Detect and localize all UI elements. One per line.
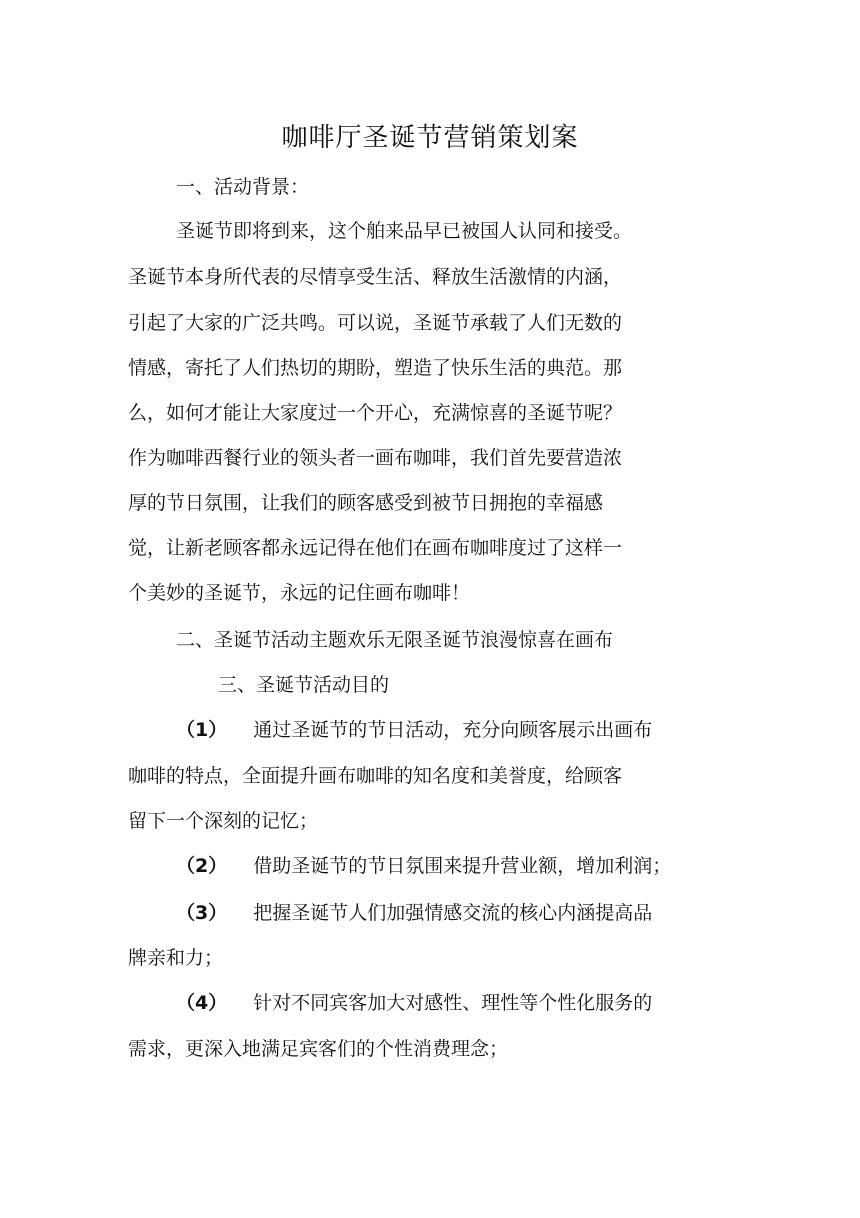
paragraph-line: 圣诞节本身所代表的尽情享受生活、释放生活激情的内涵， <box>128 266 623 288</box>
paragraph-line: 作为咖啡西餐行业的领头者一画布咖啡，我们首先要营造浓 <box>128 447 623 469</box>
document-title: 咖啡厅圣诞节营销策划案 <box>281 123 579 153</box>
goal-text: 通过圣诞节的节日活动，充分向顾客展示出画布 <box>253 719 653 741</box>
section-heading-background: 一、活动背景： <box>176 176 310 198</box>
goal-number: （4） <box>176 992 228 1014</box>
goal-number: （2） <box>176 855 228 877</box>
goal-item-1 <box>176 715 652 745</box>
paragraph-line: 厚的节日氛围，让我们的顾客感受到被节日拥抱的幸福感 <box>128 492 604 514</box>
paragraph-line: 情感，寄托了人们热切的期盼，塑造了快乐生活的典范。那 <box>128 357 623 379</box>
goal-item-2 <box>176 851 671 881</box>
paragraph-line: 牌亲和力； <box>128 947 224 969</box>
paragraph-line: 觉，让新老顾客都永远记得在他们在画布咖啡度过了这样一 <box>128 537 623 559</box>
paragraph-line: 么，如何才能让大家度过一个开心，充满惊喜的圣诞节呢？ <box>128 402 623 424</box>
paragraph-line: 留下一个深刻的记忆； <box>128 810 319 832</box>
paragraph-line: 引起了大家的广泛共鸣。可以说，圣诞节承载了人们无数的 <box>128 312 623 334</box>
goal-text: 针对不同宾客加大对感性、理性等个性化服务的 <box>253 992 653 1014</box>
paragraph-line: 需求，更深入地满足宾客们的个性消费理念； <box>128 1038 509 1060</box>
goal-text: 借助圣诞节的节日氛围来提升营业额，增加利润； <box>253 855 672 877</box>
section-heading-goals: 三、圣诞节活动目的 <box>218 674 390 696</box>
paragraph-line: 个美妙的圣诞节，永远的记住画布咖啡！ <box>128 582 471 604</box>
paragraph-line: 圣诞节即将到来，这个舶来品早已被国人认同和接受。 <box>176 220 633 242</box>
goal-item-3 <box>176 898 652 928</box>
goal-text: 把握圣诞节人们加强情感交流的核心内涵提高品 <box>253 902 653 924</box>
goal-item-4 <box>176 988 652 1018</box>
goal-number: （1） <box>176 719 228 741</box>
section-heading-theme: 二、圣诞节活动主题欢乐无限圣诞节浪漫惊喜在画布 <box>176 629 614 651</box>
goal-number: （3） <box>176 902 228 924</box>
paragraph-line: 咖啡的特点，全面提升画布咖啡的知名度和美誉度，给顾客 <box>128 765 623 787</box>
